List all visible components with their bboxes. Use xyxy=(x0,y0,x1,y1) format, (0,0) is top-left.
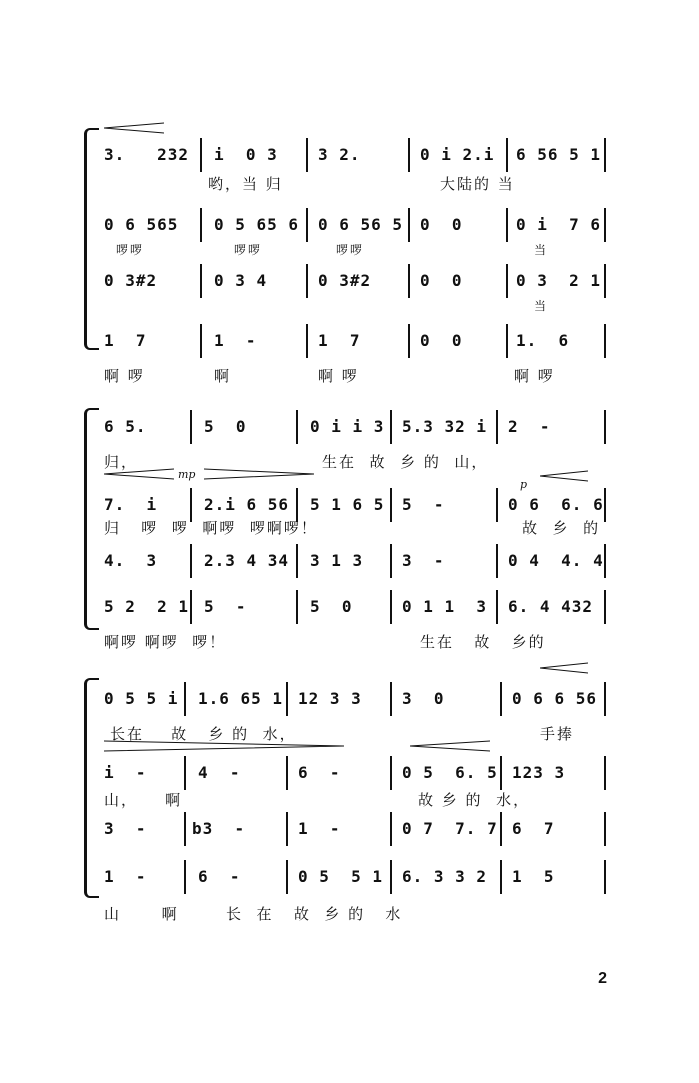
measure: 5 2 2 1 xyxy=(104,597,190,616)
measure: 0 3 2 1 xyxy=(516,271,602,290)
barline xyxy=(306,264,308,298)
barline xyxy=(200,208,202,242)
measure: 1 - xyxy=(214,331,257,350)
barline xyxy=(408,264,410,298)
page-number: 2 xyxy=(598,970,607,987)
voice-part-1 xyxy=(0,138,699,172)
barline xyxy=(408,324,410,358)
lyric-line: 山 啊 长 在 故 乡 的 水 xyxy=(104,905,403,923)
measure: 5 - xyxy=(204,597,247,616)
measure: 3 0 xyxy=(402,689,445,708)
barline xyxy=(390,410,392,444)
measure: 1.6 65 1 xyxy=(198,689,284,708)
barline xyxy=(506,324,508,358)
barline xyxy=(506,138,508,172)
barline xyxy=(604,860,606,894)
crescendo-mark xyxy=(104,468,174,480)
measure: 6 - xyxy=(198,867,241,886)
lyric-line: 故 乡 的 水， xyxy=(418,791,531,809)
barline xyxy=(604,488,606,522)
lyric-line: 啊 啰 xyxy=(514,367,555,385)
lyric-line: 哟，当 归 xyxy=(208,175,283,193)
barline xyxy=(296,410,298,444)
measure: 2.i 6 56 xyxy=(204,495,290,514)
measure: 1 7 xyxy=(318,331,361,350)
measure: 3. 232 xyxy=(104,145,190,164)
barline xyxy=(390,488,392,522)
barline xyxy=(390,590,392,624)
barline xyxy=(184,812,186,846)
measure: 3 - xyxy=(402,551,445,570)
barline xyxy=(390,544,392,578)
measure: 1. 6 xyxy=(516,331,570,350)
measure: 0 5 65 6 xyxy=(214,215,300,234)
voice-part-3 xyxy=(0,544,699,578)
measure: 0 7 7. 7 xyxy=(402,819,498,838)
crescendo-mark xyxy=(540,662,588,674)
lyric-line: 当 xyxy=(534,243,549,257)
measure: 0 5 6. 5 xyxy=(402,763,498,782)
voice-part-4 xyxy=(0,324,699,358)
measure: 5.3 32 i xyxy=(402,417,488,436)
measure: 5 - xyxy=(402,495,445,514)
barline xyxy=(190,590,192,624)
measure: 123 3 xyxy=(512,763,566,782)
barline xyxy=(184,860,186,894)
measure: 0 5 5 1 xyxy=(298,867,384,886)
measure: 0 6 6. 6 xyxy=(508,495,604,514)
lyric-line: 当 xyxy=(534,299,549,313)
barline xyxy=(604,410,606,444)
lyric-line: 生在 故 乡的 xyxy=(420,633,546,651)
measure: 0 3 4 xyxy=(214,271,268,290)
measure: b3 - xyxy=(192,819,246,838)
measure: 1 7 xyxy=(104,331,147,350)
measure: 6. 4 432 xyxy=(508,597,594,616)
barline xyxy=(604,590,606,624)
lyric-line: 啰啰 xyxy=(116,243,145,257)
measure: 3 2. xyxy=(318,145,361,164)
lyric-line: 生在 故 乡 的 山， xyxy=(322,453,489,471)
lyric-line: 啰啰 xyxy=(336,243,365,257)
crescendo-mark xyxy=(540,470,588,482)
lyric-line: 山， 啊 xyxy=(104,791,183,809)
barline xyxy=(296,544,298,578)
measure: 2 - xyxy=(508,417,551,436)
diminuendo-mark xyxy=(204,468,314,480)
measure: 3 1 3 xyxy=(310,551,364,570)
measure: 0 0 xyxy=(420,215,463,234)
dynamic-mark: mp xyxy=(178,468,196,481)
barline xyxy=(184,756,186,790)
barline xyxy=(390,682,392,716)
voice-part-2 xyxy=(0,756,699,790)
measure: 0 3#2 xyxy=(104,271,158,290)
barline xyxy=(604,812,606,846)
voice-part-4 xyxy=(0,590,699,624)
lyric-line: 啰啰 xyxy=(234,243,263,257)
measure: 6 56 5 1 xyxy=(516,145,602,164)
measure: 1 5 xyxy=(512,867,555,886)
voice-part-4 xyxy=(0,860,699,894)
measure: 4. 3 xyxy=(104,551,158,570)
barline xyxy=(604,682,606,716)
measure: 2.3 4 34 xyxy=(204,551,290,570)
barline xyxy=(506,264,508,298)
voice-part-3 xyxy=(0,264,699,298)
barline xyxy=(500,682,502,716)
lyric-line: 啊啰 啊啰 啰！ xyxy=(104,633,227,651)
measure: 0 0 xyxy=(420,271,463,290)
barline xyxy=(190,544,192,578)
measure: i 0 3 xyxy=(214,145,278,164)
barline xyxy=(200,138,202,172)
measure: 5 0 xyxy=(310,597,353,616)
lyric-line: 归， xyxy=(104,453,139,471)
measure: 5 1 6 5 xyxy=(310,495,385,514)
diminuendo-mark xyxy=(104,740,344,752)
barline xyxy=(306,138,308,172)
lyric-line: 归 啰 啰 啊啰 啰啊啰！ xyxy=(104,519,318,537)
barline xyxy=(306,324,308,358)
barline xyxy=(500,860,502,894)
barline xyxy=(184,682,186,716)
measure: 0 0 xyxy=(420,331,463,350)
barline xyxy=(200,324,202,358)
measure: 3 - xyxy=(104,819,147,838)
measure: 1 - xyxy=(298,819,341,838)
barline xyxy=(604,264,606,298)
measure: 0 i 7 6 xyxy=(516,215,602,234)
barline xyxy=(200,264,202,298)
measure: 6 7 xyxy=(512,819,555,838)
measure: 0 6 56 5 xyxy=(318,215,404,234)
barline xyxy=(506,208,508,242)
voice-part-1 xyxy=(0,410,699,444)
barline xyxy=(286,756,288,790)
barline xyxy=(390,860,392,894)
barline xyxy=(390,756,392,790)
barline xyxy=(408,138,410,172)
barline xyxy=(604,544,606,578)
barline xyxy=(306,208,308,242)
barline xyxy=(296,590,298,624)
measure: 5 0 xyxy=(204,417,247,436)
measure: i - xyxy=(104,763,147,782)
measure: 0 i 2.i xyxy=(420,145,495,164)
barline xyxy=(496,410,498,444)
measure: 0 1 1 3 xyxy=(402,597,488,616)
lyric-line: 长在 故 乡 的 水， xyxy=(110,725,297,743)
voice-part-1 xyxy=(0,682,699,716)
barline xyxy=(500,756,502,790)
measure: 0 3#2 xyxy=(318,271,372,290)
measure: 6 - xyxy=(298,763,341,782)
measure: 1 - xyxy=(104,867,147,886)
lyric-line: 啊 啰 xyxy=(104,367,145,385)
barline xyxy=(286,812,288,846)
barline xyxy=(390,812,392,846)
barline xyxy=(286,860,288,894)
barline xyxy=(190,410,192,444)
measure: 7. i xyxy=(104,495,158,514)
barline xyxy=(500,812,502,846)
measure: 6 5. xyxy=(104,417,147,436)
lyric-line: 手捧 xyxy=(540,725,575,743)
voice-part-3 xyxy=(0,812,699,846)
barline xyxy=(496,488,498,522)
lyric-line: 啊 xyxy=(214,367,232,385)
barline xyxy=(604,138,606,172)
lyric-line: 故 乡 的 xyxy=(522,519,601,537)
dynamic-mark: p xyxy=(520,478,528,491)
measure: 0 4 4. 4 xyxy=(508,551,604,570)
lyric-line: 大陆的 当 xyxy=(440,175,515,193)
crescendo-mark xyxy=(410,740,490,752)
barline xyxy=(286,682,288,716)
measure: 0 6 6 56 xyxy=(512,689,598,708)
measure: 0 6 565 xyxy=(104,215,179,234)
measure: 0 i i 3 xyxy=(310,417,385,436)
measure: 12 3 3 xyxy=(298,689,362,708)
measure: 4 - xyxy=(198,763,241,782)
barline xyxy=(604,324,606,358)
barline xyxy=(604,756,606,790)
crescendo-mark xyxy=(104,122,164,134)
lyric-line: 啊 啰 xyxy=(318,367,359,385)
measure: 0 5 5 i xyxy=(104,689,179,708)
barline xyxy=(604,208,606,242)
measure: 6. 3 3 2 xyxy=(402,867,488,886)
barline xyxy=(496,544,498,578)
barline xyxy=(496,590,498,624)
barline xyxy=(408,208,410,242)
voice-part-2 xyxy=(0,208,699,242)
